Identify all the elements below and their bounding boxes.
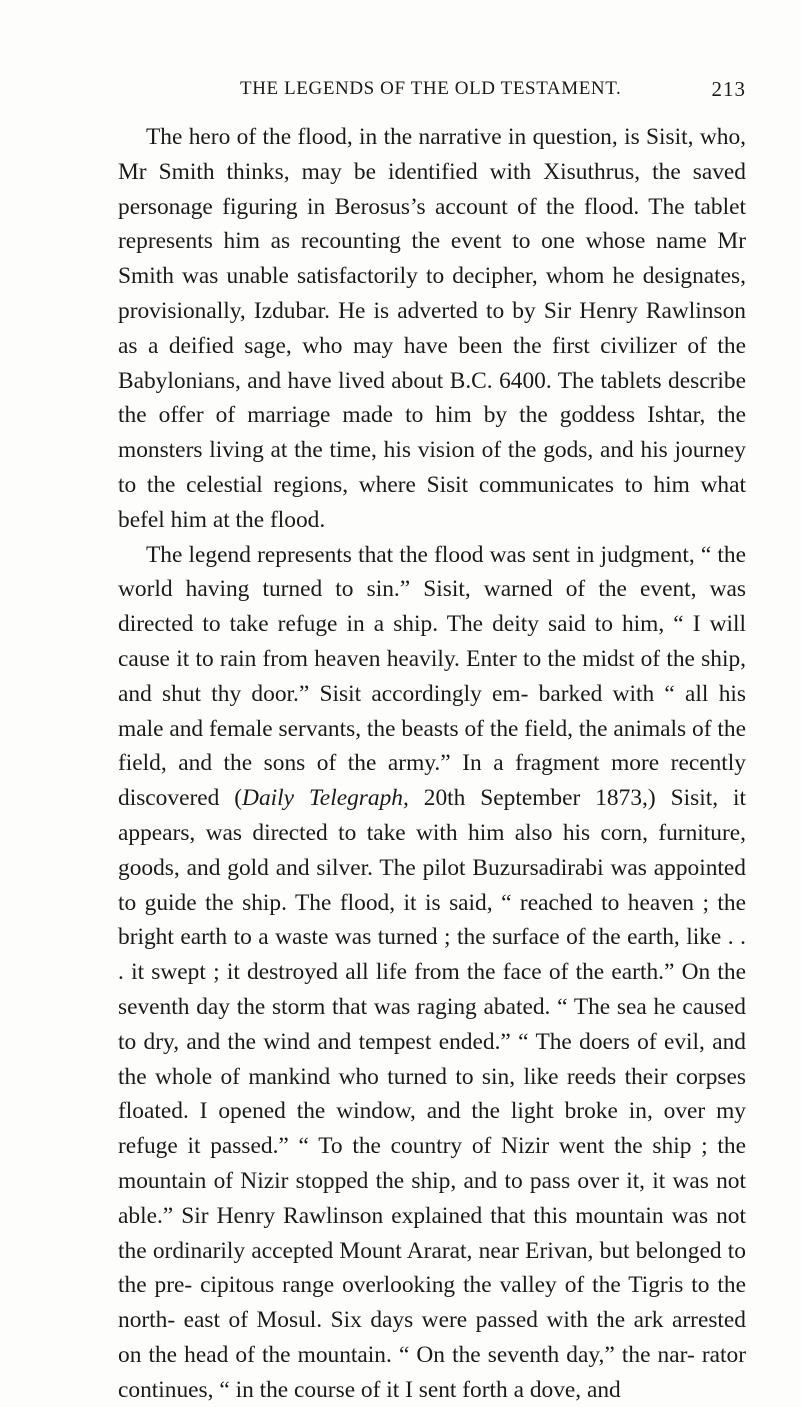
body-text xyxy=(118,120,746,1407)
running-title: THE LEGENDS OF THE OLD TESTAMENT. xyxy=(240,78,622,99)
publication-title: Daily Telegraph, xyxy=(242,785,409,812)
paragraph-2 xyxy=(118,538,746,1407)
paragraph-1: The hero of the flood, in the narrative in question, is Sisit, who, Mr Smith thinks, may be identified with Xisuthrus, the saved personage figuring in Berosus’s account of the flood. The tablet represents him as recounting the event to one whose name Mr Smith was unable satisfactorily to decipher, whom he designates, provisionally, Izdubar. He is adverted to by Sir Henry Rawlinson as a deified sage, who may have been the first civilizer of the Babylonians, and have lived about B.C. 6400. The tablets describe the offer of marriage made to him by the goddess Ishtar, the monsters living at the time, his vision of the gods, and his journey to the celestial regions, where Sisit communicates to him what befel him at the flood. xyxy=(118,124,746,533)
book-page xyxy=(118,78,746,1407)
paragraph-2-part-1: The legend represents that the flood was sent in judgment, “ the world having turned to sin.” Sisit, warned of the event, was directed to take refuge in a ship. The deity said to him, “ I will cause it to rain from heaven heavily. Enter to the midst of the ship, and shut thy door.” Sisit accordingly em- barked with “ all his male and female servants, the beasts of the field, the animals of the field, and the sons of the army.” In a fragment more recently discovered ( xyxy=(118,541,746,812)
page-number: 213 xyxy=(711,77,746,101)
paragraph-2-part-2: 20th September 1873,) Sisit, it appears, was directed to take with him also his corn, furniture, goods, and gold and silver. The pilot Buzursadirabi was appointed to guide the ship. The flood, it is said, “ reached to heaven ; the bright earth to a waste was turned ; the surface of the earth, like . . . it swept ; it destroyed all life from the face of the earth.” On the seventh day the storm that was raging abated. “ The sea he caused to dry, and the wind and tempest ended.” “ The doers of evil, and the whole of mankind who turned to sin, like reeds their corpses floated. I opened the window, and the light broke in, over my refuge it passed.” “ To the country of Nizir went the ship ; the mountain of Nizir stopped the ship, and to pass over it, it was not able.” Sir Henry Rawlinson explained that this mountain was not the ordinarily accepted Mount Ararat, near Erivan, but belonged to the pre- cipitous range overlooking the valley of the Tigris to the north- east of Mosul. Six days were passed with the ark arrested on the head of the mountain. “ On the seventh day,” the nar- rator continues, “ in the course of it I sent forth a dove, and xyxy=(118,785,746,1403)
running-header xyxy=(118,78,746,112)
